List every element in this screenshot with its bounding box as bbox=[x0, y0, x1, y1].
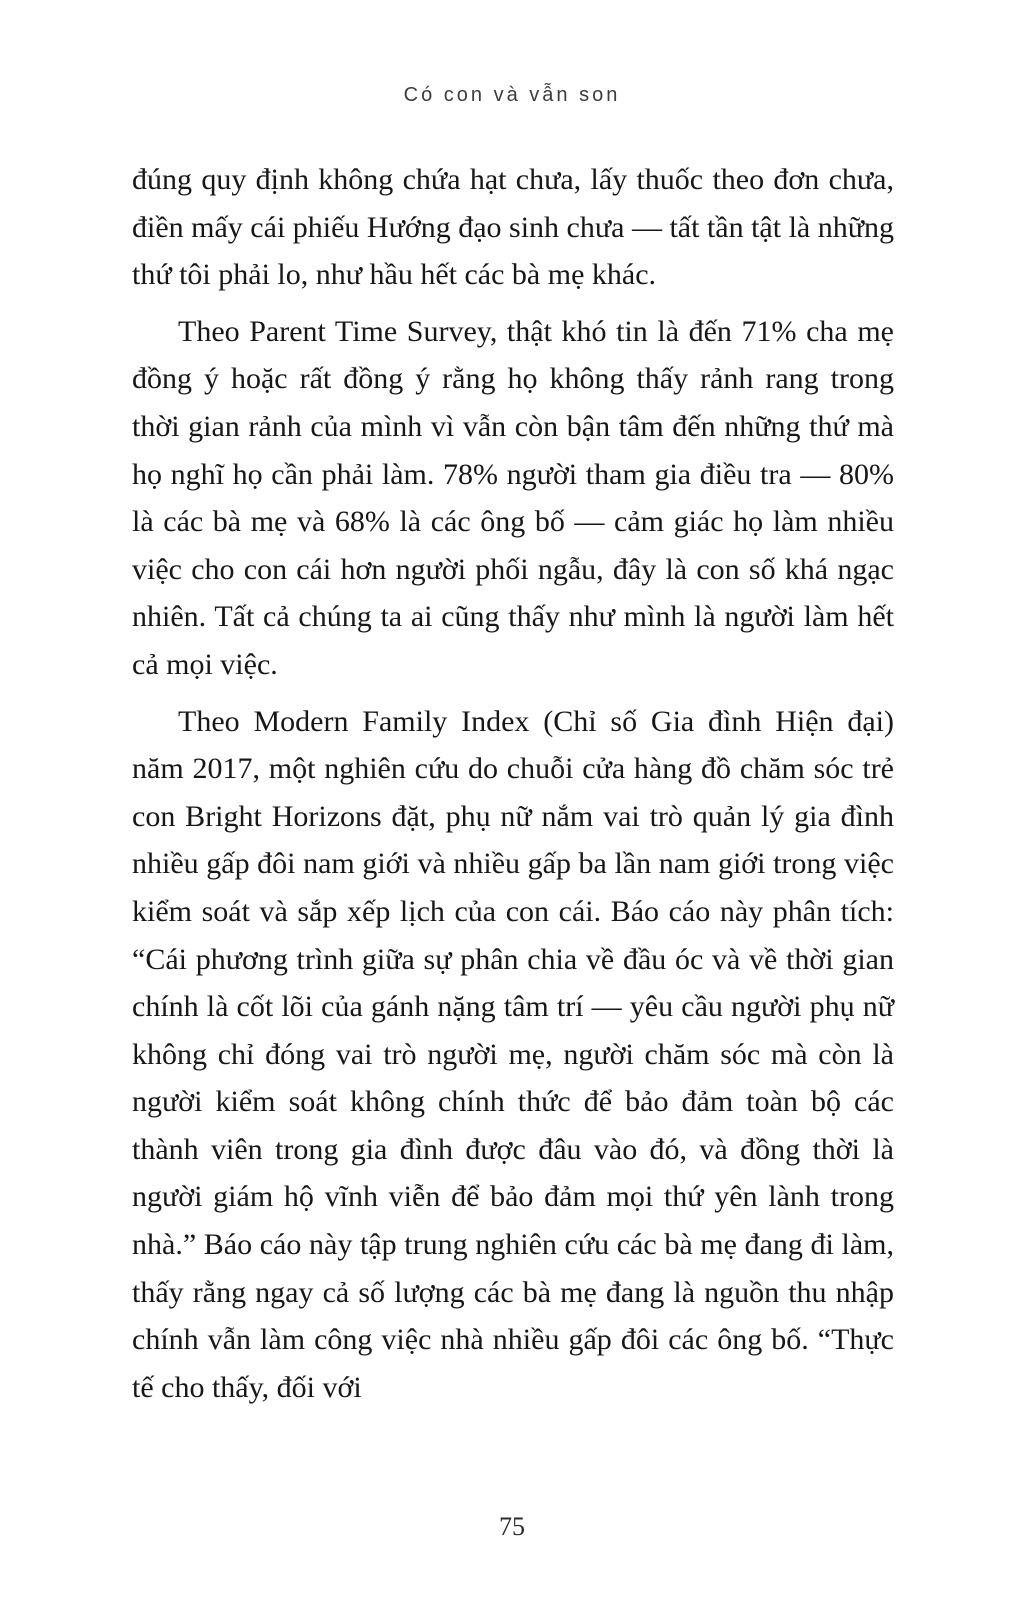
paragraph-continuation: đúng quy định không chứa hạt chưa, lấy thuốc theo đơn chưa, điền mấy cái phiếu Hướng đạo sinh chưa — tất tần tật là những thứ tôi phải lo, như hầu hết các bà mẹ khác. bbox=[132, 163, 894, 292]
paragraph: Theo Modern Family Index (Chỉ số Gia đình Hiện đại) năm 2017, một nghiên cứu do chuỗi cửa hàng đồ chăm sóc trẻ con Bright Horizons đặt, phụ nữ nắm vai trò quản lý gia đình nhiều gấp đôi nam giới và nhiều gấp ba lần nam giới trong việc kiểm soát và sắp xếp lịch của con cái. Báo cáo này phân tích: “Cái phương trình giữa sự phân chia về đầu óc và về thời gian chính là cốt lõi của gánh nặng tâm trí — yêu cầu người phụ nữ không chỉ đóng vai trò người mẹ, người chăm sóc mà còn là người kiểm soát không chính thức để bảo đảm toàn bộ các thành viên trong gia đình được đâu vào đó, và đồng thời là người giám hộ vĩnh viễn để bảo đảm mọi thứ yên lành trong nhà.” Báo cáo này tập trung nghiên cứu các bà mẹ đang đi làm, thấy rằng ngay cả số lượng các bà mẹ đang là nguồn thu nhập chính vẫn làm công việc nhà nhiều gấp đôi các ông bố. “Thực tế cho thấy, đối với bbox=[132, 704, 894, 1404]
body-text bbox=[132, 156, 894, 1420]
paragraph: Theo Parent Time Survey, thật khó tin là đến 71% cha mẹ đồng ý hoặc rất đồng ý rằng họ không thấy rảnh rang trong thời gian rảnh của mình vì vẫn còn bận tâm đến những thứ mà họ nghĩ họ cần phải làm. 78% người tham gia điều tra — 80% là các bà mẹ và 68% là các ông bố — cảm giác họ làm nhiều việc cho con cái hơn người phối ngẫu, đây là con số khá ngạc nhiên. Tất cả chúng ta ai cũng thấy như mình là người làm hết cả mọi việc. bbox=[132, 314, 894, 681]
page-number: 75 bbox=[499, 1512, 525, 1541]
running-head: Có con và vẫn son bbox=[403, 84, 621, 106]
